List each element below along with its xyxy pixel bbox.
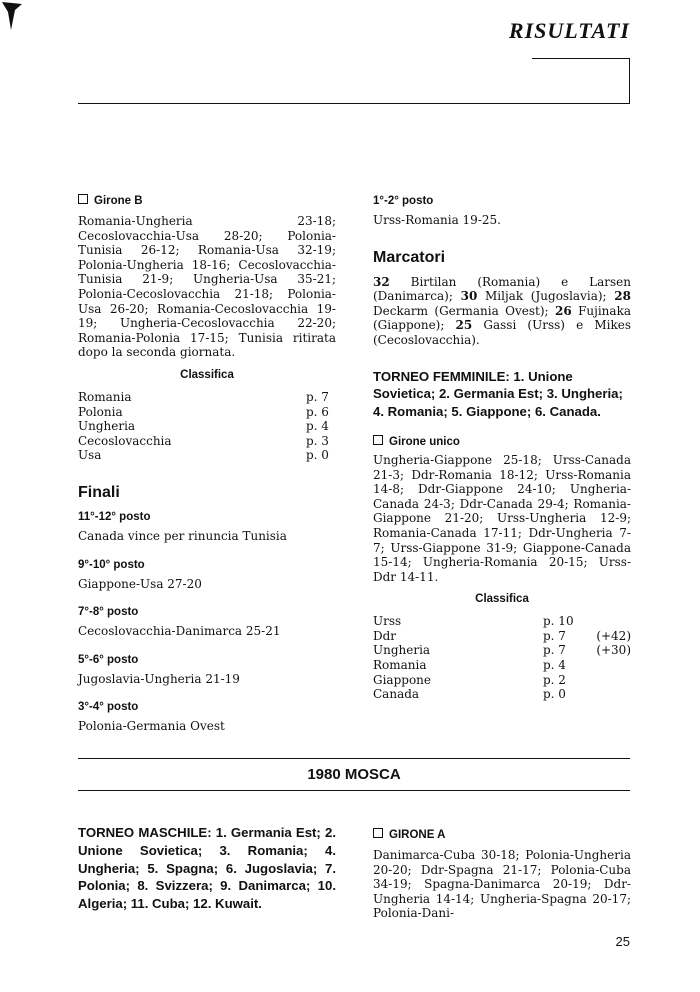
finali-place: 5°-6° posto [78, 653, 139, 666]
femminile-classifica-label: Classifica [475, 593, 529, 606]
standing-row: Ungheria p. 7 (+30) [373, 643, 631, 658]
torneo-maschile-title: TORNEO MASCHILE: 1. Germania Est; 2. Unione Sovietica; 3. Romania; 4. Ungheria; 5. Spagna; 6. Jugoslavia; 7. Polonia; 8. Svizzera; 9. Danimarca; 10. Algeria; 11. Cuba; 12. Kuwait. [78, 825, 336, 912]
corner-mark [0, 0, 30, 30]
finali-place: 11°-12° posto [78, 510, 151, 523]
standing-row: Giappone p. 2 [373, 672, 566, 687]
standing-row: Polonia p. 6 [78, 404, 329, 419]
standing-row: Romania p. 7 [78, 389, 329, 404]
finali-result: Jugoslavia-Ungheria 21-19 [78, 671, 240, 686]
header-frame [78, 58, 630, 104]
girone-a-results: Danimarca-Cuba 30-18; Polonia-Ungheria 20-20; Ddr-Spagna 21-17; Polonia-Cuba 34-19; Spagna-Danimarca 20-19; Ddr-Ungheria 14-14; Ungheria-Spagna 20-17; Polonia-Dani- [373, 848, 631, 921]
header-frame-top [532, 58, 630, 59]
finali-place: 9°-10° posto [78, 558, 145, 571]
standing-row: Ddr p. 7 (+42) [373, 628, 631, 643]
girone-b-standings [78, 390, 336, 463]
checkbox-icon [373, 828, 383, 838]
section-rule-bottom [78, 790, 630, 791]
marcatori-heading: Marcatori [373, 248, 446, 266]
right-column [373, 194, 631, 702]
section-title: 1980 MOSCA [307, 766, 401, 783]
girone-b-classifica-label: Classifica [180, 368, 234, 381]
left-column [78, 194, 336, 734]
finali-result: Giappone-Usa 27-20 [78, 576, 202, 591]
girone-b-results: Romania-Ungheria 23-18; Cecoslovacchia-Usa 28-20; Polonia-Tunisia 26-12; Romania-Usa 32-19; Polonia-Ungheria 18-16; Cecoslovacchia-Tunisia 21-9; Ungheria-Usa 35-21; Polonia-Cecoslovacchia 21-18; Polonia-Usa 26-20; Romania-Cecoslovacchia 19-19; Ungheria-Cecoslovacchia 22-20; Romania-Polonia 17-15; Tunisia ritirata dopo la seconda giornata. [78, 214, 336, 360]
finali-result: Urss-Romania 19-25. [373, 213, 501, 227]
finali-heading: Finali [78, 483, 120, 501]
finali-result: Polonia-Germania Ovest [78, 719, 225, 734]
girone-b-heading: Girone B [78, 194, 336, 208]
standing-row: Usa p. 0 [78, 448, 329, 463]
girone-unico-results: Ungheria-Giappone 25-18; Urss-Canada 21-3; Ddr-Romania 18-12; Urss-Romania 14-8; Ddr-Giappone 24-10; Ungheria-Canada 24-3; Ddr-Canada 29-4; Romania-Giappone 21-20; Urss-Ungheria 12-9; Romania-Canada 17-11; Ddr-Ungheria 7-7; Urss-Giappone 31-9; Giappone-Canada 15-14; Ungheria-Romania 20-15; Urss-Ddr 14-11. [373, 452, 631, 584]
header-title: RISULTATI [508, 18, 630, 43]
section-rule-top [78, 758, 630, 759]
finali-result: Canada vince per rinuncia Tunisia [78, 528, 287, 543]
mosca-left [78, 824, 336, 913]
checkbox-icon [373, 435, 383, 445]
torneo-femminile-title: TORNEO FEMMINILE: 1. Unione Sovietica; 2. Germania Est; 3. Ungheria; 4. Romania; 5. Giappone; 6. Canada. [373, 368, 623, 420]
standing-row: Ungheria p. 4 [78, 419, 329, 434]
marcatori-list: 32 Birtilan (Romania) e Larsen (Danimarca); 30 Miljak (Jugoslavia); 28 Deckarm (Germania Ovest); 26 Fujinaka (Giappone); 25 Gassi (Urss) e Mikes (Cecoslovacchia). [373, 274, 631, 347]
standing-row: Romania p. 4 [373, 658, 566, 673]
finali-result: Cecoslovacchia-Danimarca 25-21 [78, 624, 281, 639]
finali-place: 7°-8° posto [78, 606, 139, 619]
checkbox-icon [78, 194, 88, 204]
mosca-right [373, 828, 631, 921]
standing-row: Urss p. 10 [373, 614, 574, 629]
girone-a-heading: GIRONE A [373, 828, 631, 842]
femminile-standings [373, 614, 631, 702]
girone-unico-heading: Girone unico [373, 435, 631, 449]
finali-place: 1°-2° posto [373, 195, 434, 207]
standing-row: Cecoslovacchia p. 3 [78, 433, 329, 448]
standing-row: Canada p. 0 [373, 687, 566, 702]
page-number: 25 [615, 934, 630, 949]
finali-place: 3°-4° posto [78, 701, 139, 714]
